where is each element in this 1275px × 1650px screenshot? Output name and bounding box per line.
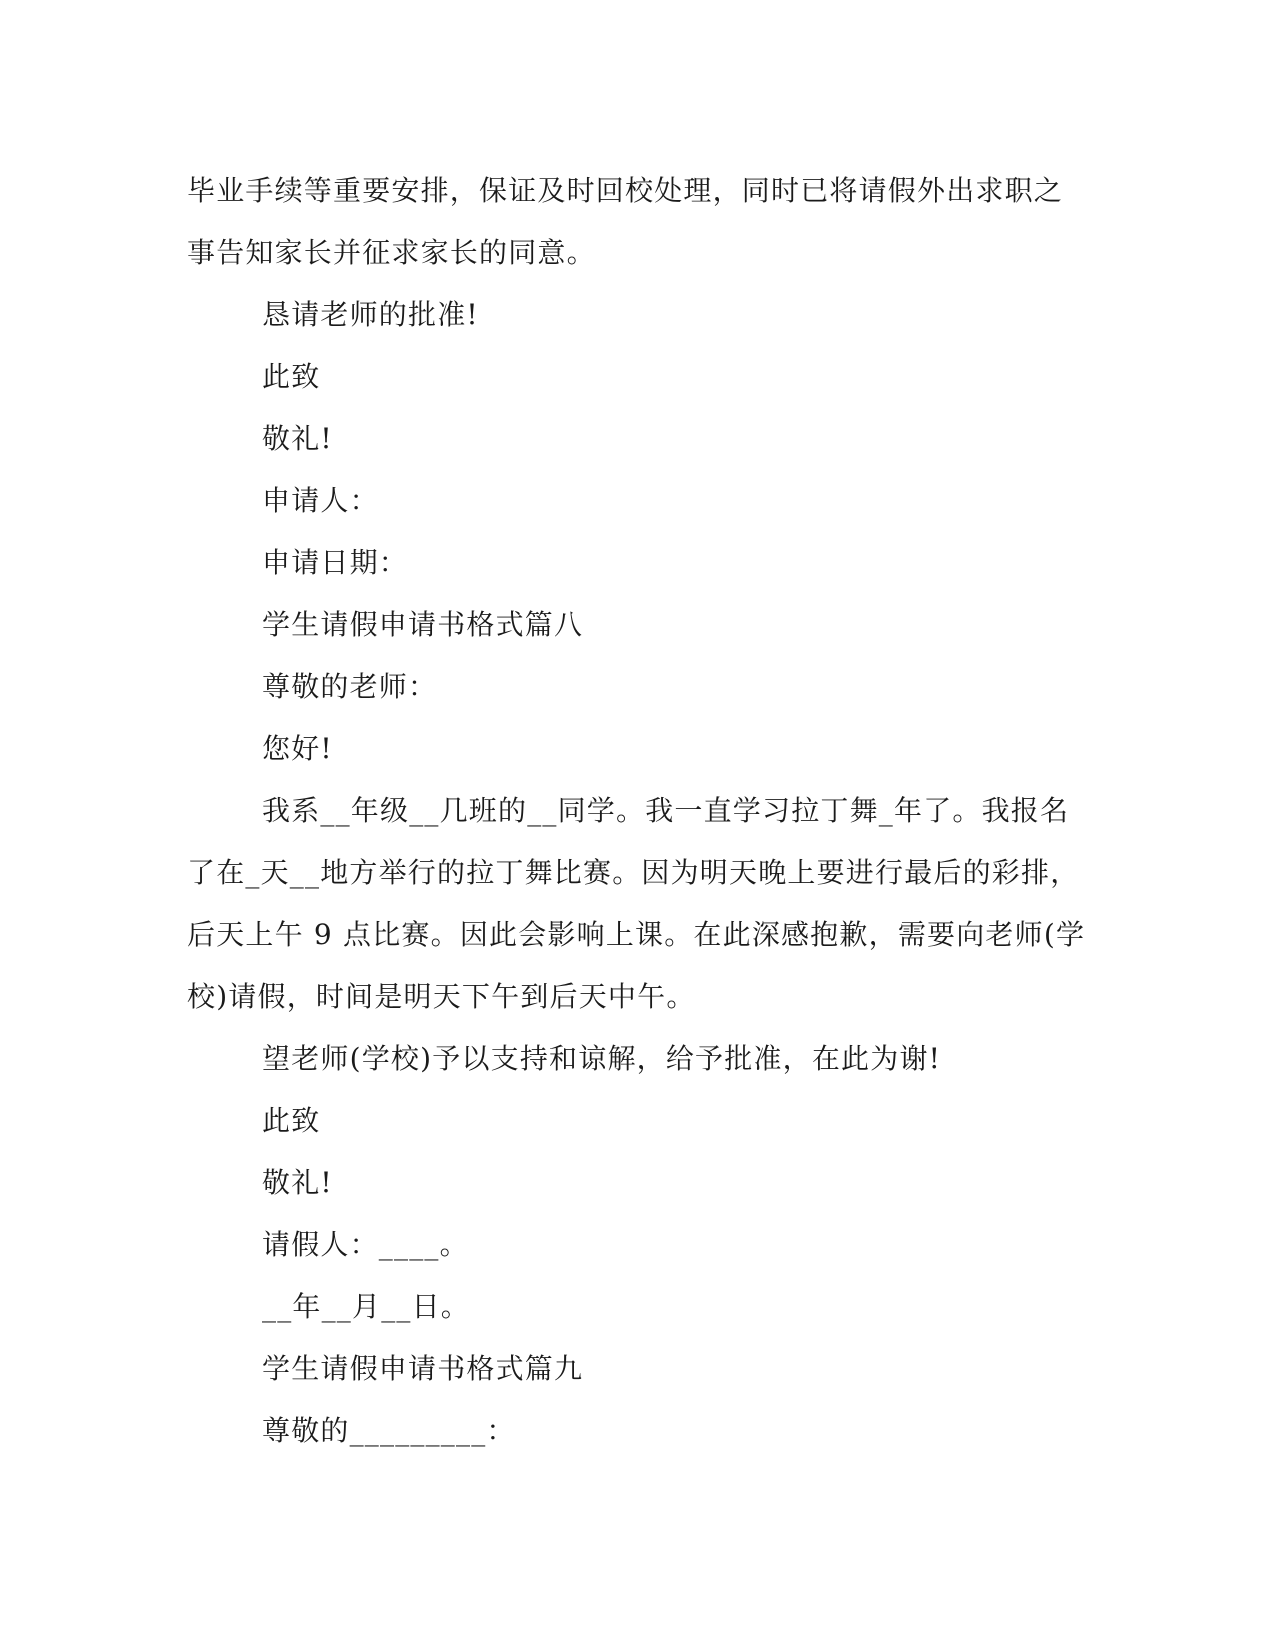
text-line: 恳请老师的批准!: [262, 298, 479, 331]
text-line: 敬礼!: [262, 1166, 333, 1199]
text-line: 后天上午 9 点比赛。因此会影响上课。在此深感抱歉，需要向老师(学: [187, 918, 1086, 951]
text-line: 此致: [262, 1104, 321, 1137]
text-line: 申请人：: [262, 484, 379, 517]
text-line: 您好!: [262, 732, 333, 765]
document-body: [187, 160, 1086, 1462]
text-line: 学生请假申请书格式篇九: [262, 1352, 584, 1385]
text-line: 学生请假申请书格式篇八: [262, 608, 584, 641]
text-line: 事告知家长并征求家长的同意。: [187, 236, 596, 269]
text-line: 尊敬的_________：: [262, 1414, 516, 1447]
text-line: 申请日期：: [262, 546, 409, 579]
text-line: 敬礼!: [262, 422, 333, 455]
text-line: 此致: [262, 360, 321, 393]
text-line: 请假人：____。: [262, 1228, 469, 1261]
text-line: 校)请假，时间是明天下午到后天中午。: [187, 980, 696, 1013]
text-line: 我系__年级__几班的__同学。我一直学习拉丁舞_年了。我报名: [262, 794, 1070, 827]
text-line: 尊敬的老师：: [262, 670, 438, 703]
text-line: __年__月__日。: [262, 1290, 471, 1323]
text-line: 毕业手续等重要安排，保证及时回校处理，同时已将请假外出求职之: [187, 174, 1064, 207]
text-line: 望老师(学校)予以支持和谅解，给予批准，在此为谢!: [262, 1042, 942, 1075]
text-line: 了在_天__地方举行的拉丁舞比赛。因为明天晚上要进行最后的彩排，: [187, 856, 1080, 889]
